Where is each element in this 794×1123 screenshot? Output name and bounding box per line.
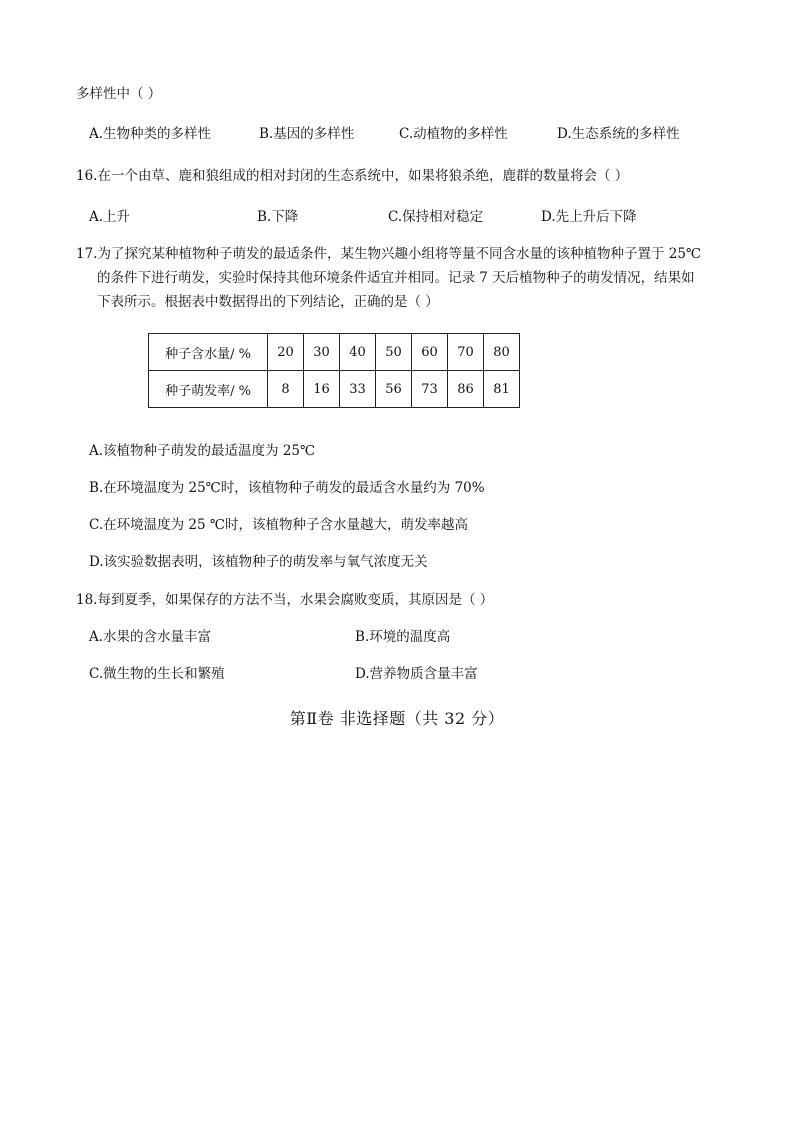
table-cell: 80 <box>484 334 520 371</box>
q18-option-c: C.微生物的生长和繁殖 <box>89 666 225 682</box>
q16-option-c: C.保持相对稳定 <box>388 209 484 225</box>
table-cell: 16 <box>304 371 340 408</box>
table-cell: 73 <box>412 371 448 408</box>
q16-option-d: D.先上升后下降 <box>541 209 637 225</box>
q16-option-a: A.上升 <box>89 209 131 225</box>
row-header-water-content: 种子含水量/ % <box>149 334 268 371</box>
q15-stem-tail: 多样性中（ ） <box>76 86 162 102</box>
section-title: 第Ⅱ卷 非选择题（共 32 分） <box>289 709 505 728</box>
q17-stem-line-1: 17.为了探究某种植物种子萌发的最适条件，某生物兴趣小组将等量不同含水量的该种植物种子置于 25℃ <box>76 246 702 262</box>
q15-option-d: D.生态系统的多样性 <box>557 126 680 142</box>
q17-option-c: C.在环境温度为 25 ℃时，该植物种子含水量越大，萌发率越高 <box>89 517 469 533</box>
table-cell: 56 <box>376 371 412 408</box>
q18-option-d: D.营养物质含量丰富 <box>355 666 478 682</box>
q15-option-c: C.动植物的多样性 <box>399 126 508 142</box>
table-cell: 30 <box>304 334 340 371</box>
q16-stem: 16.在一个由草、鹿和狼组成的相对封闭的生态系统中，如果将狼杀绝，鹿群的数量将会（ ） <box>76 168 629 184</box>
q17-option-b: B.在环境温度为 25℃时，该植物种子萌发的最适含水量约为 70% <box>89 480 485 496</box>
q17-stem-line-2: 的条件下进行萌发，实验时保持其他环境条件适宜并相同。记录 7 天后植物种子的萌发情况，结果如 <box>97 270 695 286</box>
q17-option-a: A.该植物种子萌发的最适温度为 25℃ <box>89 443 316 459</box>
q18-option-a: A.水果的含水量丰富 <box>89 629 212 645</box>
table-cell: 33 <box>340 371 376 408</box>
q16-option-b: B.下降 <box>257 209 299 225</box>
table-cell: 81 <box>484 371 520 408</box>
table-row <box>149 334 520 371</box>
table-cell: 40 <box>340 334 376 371</box>
table-cell: 60 <box>412 334 448 371</box>
table-row <box>149 371 520 408</box>
table-cell: 70 <box>448 334 484 371</box>
q18-stem: 18.每到夏季，如果保存的方法不当，水果会腐败变质，其原因是（ ） <box>76 592 494 608</box>
table-cell: 86 <box>448 371 484 408</box>
row-header-germination-rate: 种子萌发率/ % <box>149 371 268 408</box>
germination-table <box>148 333 520 408</box>
table-cell: 8 <box>268 371 304 408</box>
table-cell: 20 <box>268 334 304 371</box>
table-cell: 50 <box>376 334 412 371</box>
q17-option-d: D.该实验数据表明，该植物种子的萌发率与氧气浓度无关 <box>89 554 428 570</box>
q18-option-b: B.环境的温度高 <box>355 629 451 645</box>
q17-stem-line-3: 下表所示。根据表中数据得出的下列结论，正确的是（ ） <box>97 294 439 310</box>
q15-option-a: A.生物种类的多样性 <box>89 126 212 142</box>
q15-option-b: B.基因的多样性 <box>259 126 355 142</box>
